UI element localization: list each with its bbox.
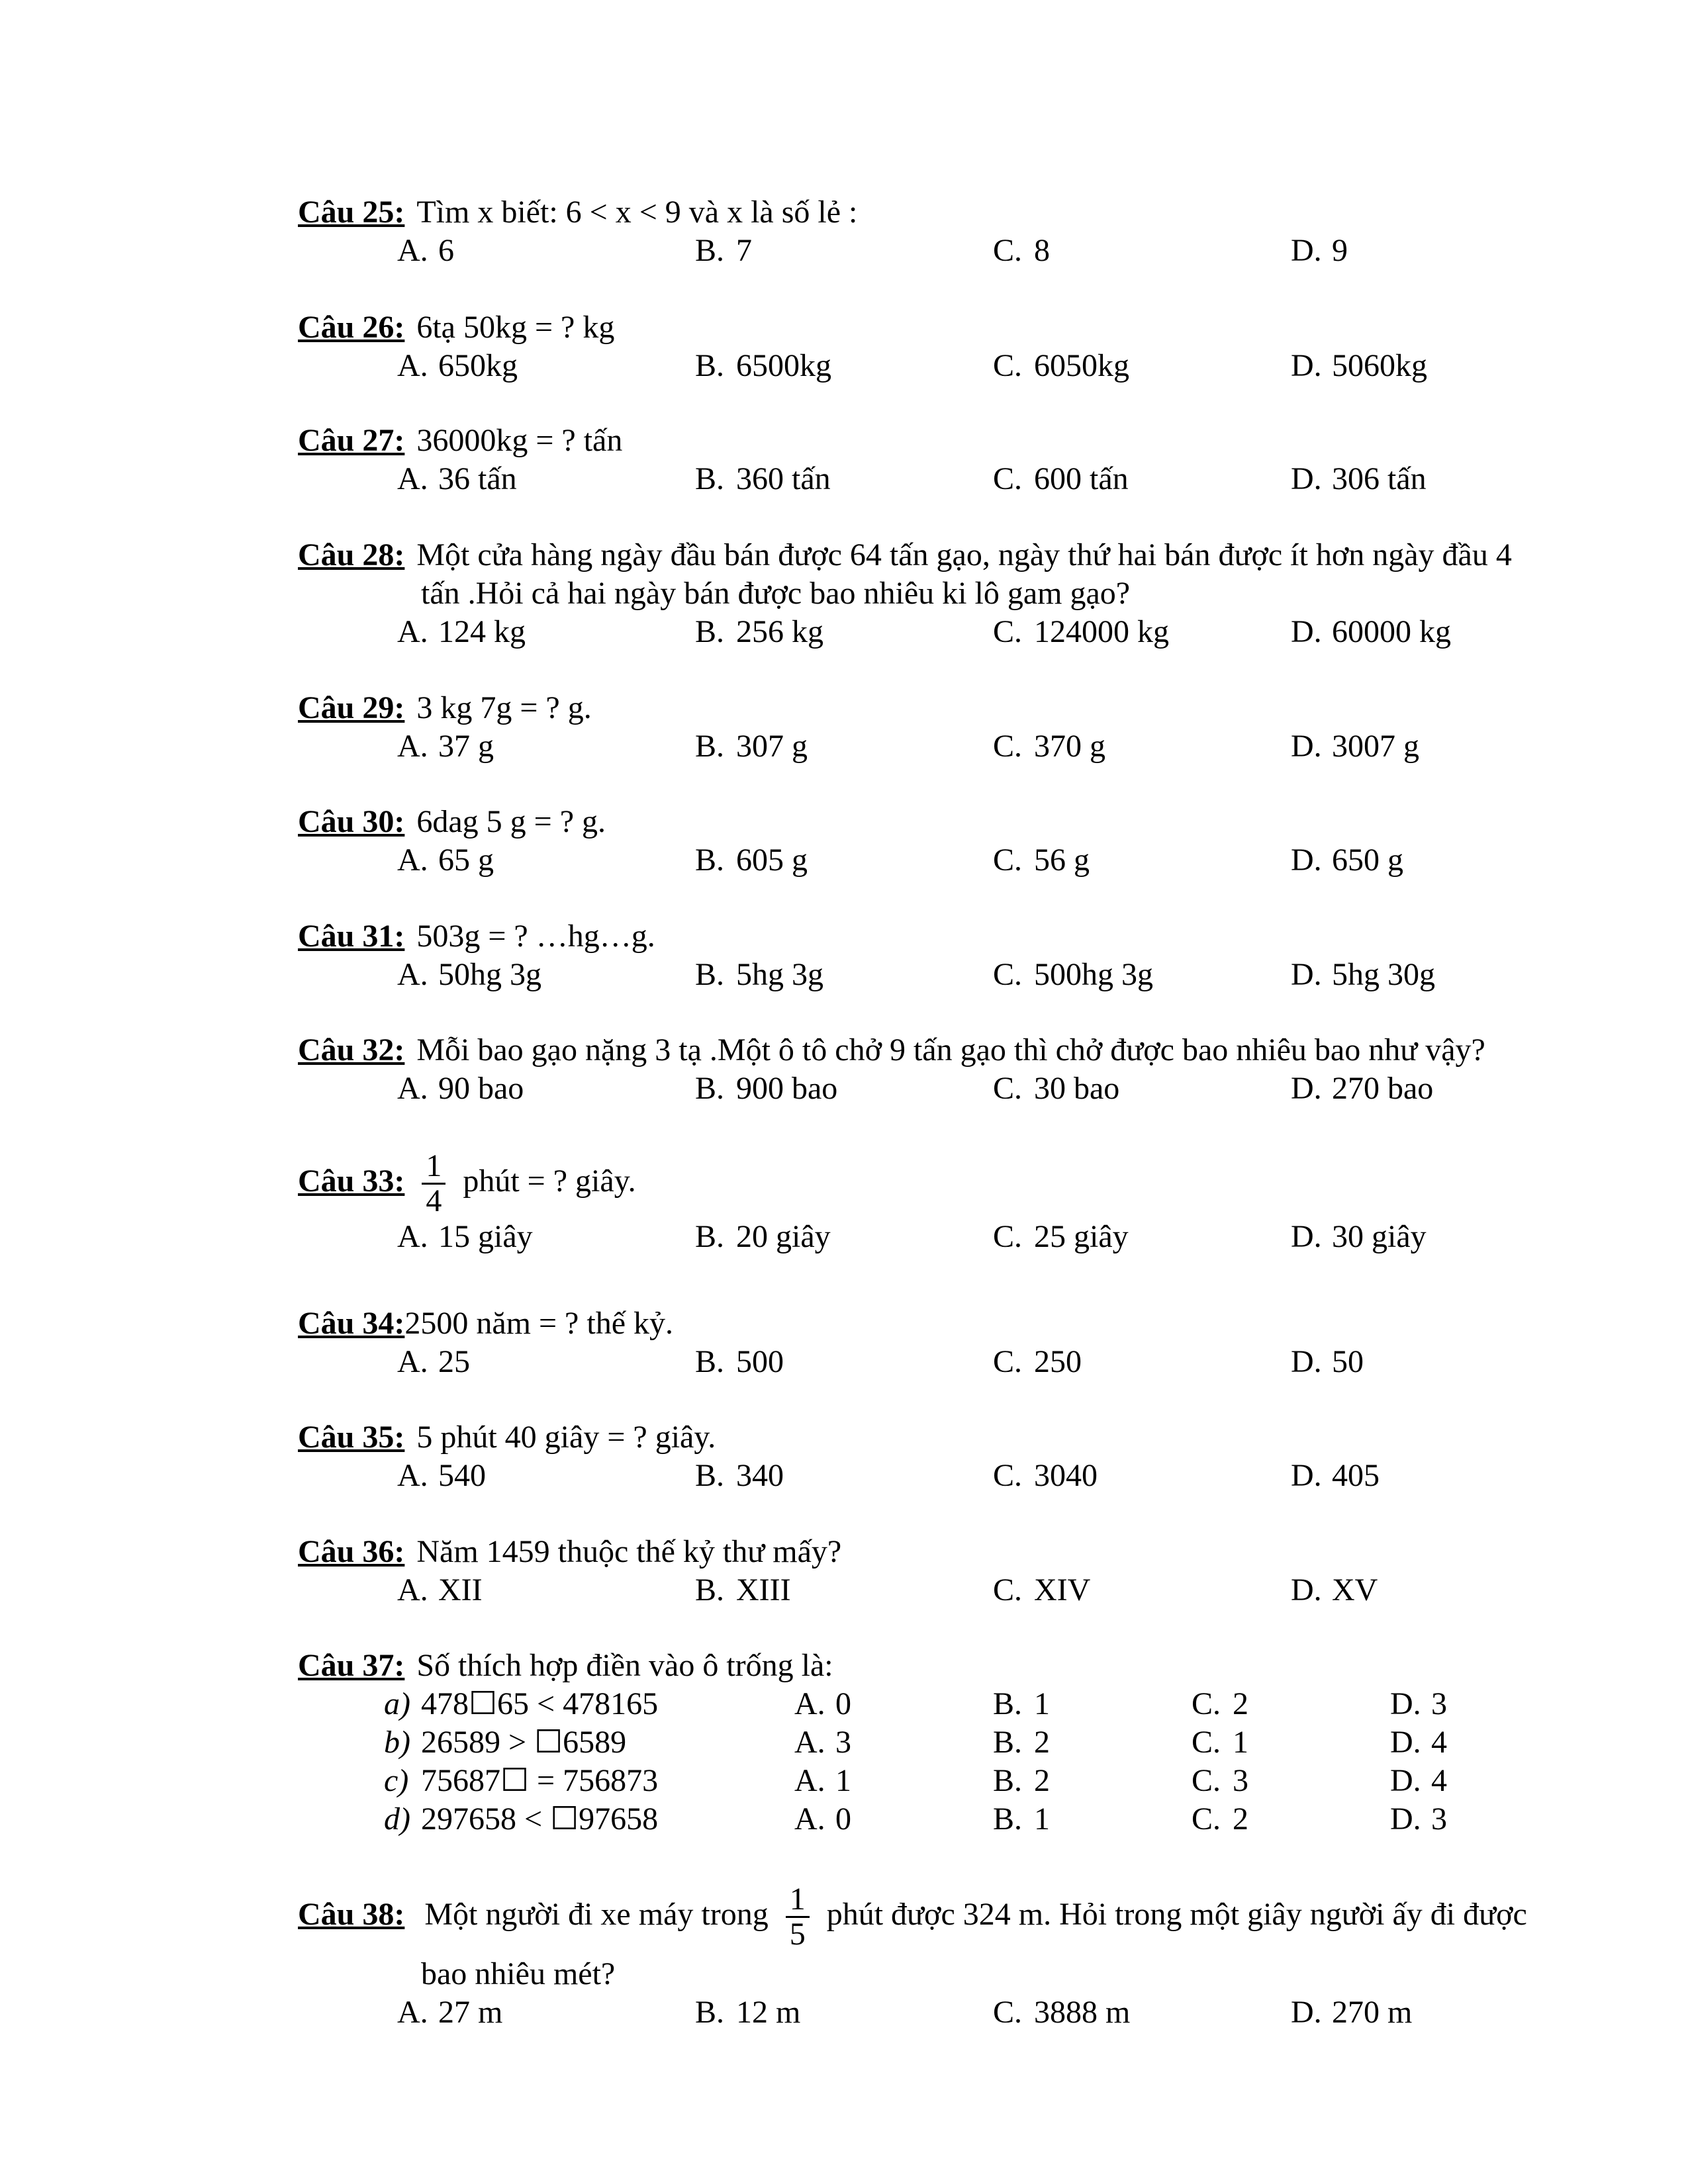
fraction-numerator: 1: [422, 1150, 445, 1185]
answer-options: [298, 956, 1556, 994]
answer-options: [298, 1993, 1556, 2032]
question-28: [298, 536, 1556, 651]
question-37: [298, 1647, 1556, 1839]
option-b: B. 7: [695, 233, 752, 268]
question-label: Câu 27:: [298, 423, 405, 458]
option-b: B. 605 g: [695, 842, 808, 878]
option-d: D. 60000 kg: [1291, 614, 1451, 649]
question-label: Câu 30:: [298, 804, 405, 839]
question-text: 6dag 5 g = ? g.: [416, 804, 606, 839]
answer-options: [298, 1069, 1556, 1108]
option-c: C. XIV: [993, 1572, 1091, 1608]
option-d: D. 3007 g: [1291, 729, 1419, 764]
option-c: C. 8: [993, 233, 1050, 268]
option-c: C. 600 tấn: [993, 461, 1129, 496]
answer-options: [298, 613, 1556, 651]
sub-question-c: c) 75687☐ = 756873 A. 1 B. 2 C. 3 D. 4: [384, 1763, 1447, 1798]
fraction-numerator: 1: [786, 1883, 810, 1918]
option-a: A. 540: [397, 1458, 486, 1493]
option-b: B. 256 kg: [695, 614, 823, 649]
option-c: C. 56 g: [993, 842, 1090, 878]
option-d: D. 270 m: [1291, 1995, 1413, 2030]
option-b: B. 307 g: [695, 729, 808, 764]
option-a: A. 37 g: [397, 729, 494, 764]
option-b: B. 340: [695, 1458, 784, 1493]
option-a: A. 124 kg: [397, 614, 526, 649]
option-a: A. 27 m: [397, 1995, 503, 2030]
option-a: A. 25: [397, 1344, 470, 1379]
question-text: 2500 năm = ? thế kỷ.: [404, 1306, 673, 1341]
question-label: Câu 26:: [298, 310, 405, 345]
option-b: B. 6500kg: [695, 348, 831, 383]
option-d: D. 650 g: [1291, 842, 1403, 878]
option-b: B. 12 m: [695, 1995, 801, 2030]
option-b: B. 500: [695, 1344, 784, 1379]
question-text: Tìm x biết: 6 < x < 9 và x là số lẻ :: [416, 195, 858, 230]
fraction: [786, 1883, 810, 1951]
question-text: phút = ? giây.: [463, 1163, 636, 1199]
option-a: A. 90 bao: [397, 1071, 524, 1106]
question-34: [298, 1304, 1556, 1381]
sub-question-d: d) 297658 < ☐97658 A. 0 B. 1 C. 2 D. 3: [384, 1801, 1447, 1837]
question-label: Câu 37:: [298, 1648, 405, 1683]
option-d: D. 5060kg: [1291, 348, 1427, 383]
option-d: D. 30 giây: [1291, 1219, 1427, 1254]
option-a: A. 650kg: [397, 348, 518, 383]
option-a: A. 65 g: [397, 842, 494, 878]
question-label: Câu 29:: [298, 690, 405, 725]
question-text: 6tạ 50kg = ? kg: [416, 310, 615, 345]
option-c: C. 3040: [993, 1458, 1098, 1493]
option-b: B. 900 bao: [695, 1071, 838, 1106]
option-c: C. 500hg 3g: [993, 957, 1153, 992]
question-25: [298, 193, 1556, 270]
option-d: D. 405: [1291, 1458, 1380, 1493]
fraction-denominator: 5: [789, 1917, 806, 1952]
option-d: D. 270 bao: [1291, 1071, 1434, 1106]
question-label: Câu 25:: [298, 195, 405, 230]
answer-options: [298, 1571, 1556, 1610]
option-c: C. 3888 m: [993, 1995, 1131, 2030]
option-c: C. 25 giây: [993, 1219, 1129, 1254]
question-text: Năm 1459 thuộc thế kỷ thư mấy?: [416, 1534, 842, 1569]
question-33: [298, 1145, 1556, 1256]
question-35: [298, 1418, 1556, 1495]
answer-options: [298, 841, 1556, 880]
question-text: Một cửa hàng ngày đầu bán được 64 tấn gạo, ngày thứ hai bán được ít hơn ngày đầu 4: [416, 537, 1512, 572]
question-38: [298, 1878, 1556, 2032]
option-d: D. 5hg 30g: [1291, 957, 1435, 992]
question-text: 5 phút 40 giây = ? giây.: [416, 1420, 716, 1455]
option-d: D. 50: [1291, 1344, 1364, 1379]
answer-options: [298, 460, 1556, 498]
question-30: [298, 803, 1556, 880]
option-c: C. 30 bao: [993, 1071, 1120, 1106]
question-label: Câu 28:: [298, 537, 405, 572]
question-label: Câu 38:: [298, 1897, 405, 1932]
option-a: A. 15 giây: [397, 1219, 533, 1254]
option-b: B. 20 giây: [695, 1219, 831, 1254]
question-text: 36000kg = ? tấn: [416, 423, 623, 458]
option-b: B. 5hg 3g: [695, 957, 823, 992]
option-a: A. XII: [397, 1572, 483, 1608]
option-c: C. 124000 kg: [993, 614, 1169, 649]
sub-question-a: a) 478☐65 < 478165 A. 0 B. 1 C. 2 D. 3: [384, 1686, 1447, 1721]
option-b: B. 360 tấn: [695, 461, 831, 496]
option-c: C. 6050kg: [993, 348, 1129, 383]
fraction: [422, 1150, 445, 1218]
option-d: D. 306 tấn: [1291, 461, 1427, 496]
option-b: B. XIII: [695, 1572, 791, 1608]
question-text: 503g = ? …hg…g.: [416, 919, 655, 954]
question-label: Câu 35:: [298, 1420, 405, 1455]
answer-options: [298, 347, 1556, 385]
option-d: D. XV: [1291, 1572, 1378, 1608]
option-d: D. 9: [1291, 233, 1348, 268]
option-c: C. 250: [993, 1344, 1082, 1379]
question-29: [298, 689, 1556, 766]
question-label: Câu 32:: [298, 1032, 405, 1068]
answer-options: [298, 1457, 1556, 1495]
option-a: A. 50hg 3g: [397, 957, 541, 992]
question-text: Mỗi bao gạo nặng 3 tạ .Một ô tô chở 9 tấn gạo thì chở được bao nhiêu bao như vậy?: [416, 1032, 1485, 1068]
question-text-continued: tấn .Hỏi cả hai ngày bán được bao nhiêu ki lô gam gạo?: [421, 576, 1131, 611]
question-text: Số thích hợp điền vào ô trống là:: [416, 1648, 833, 1683]
question-label: Câu 36:: [298, 1534, 405, 1569]
question-text-continued: bao nhiêu mét?: [421, 1956, 616, 1991]
question-text-after-fraction: phút được 324 m. Hỏi trong một giây người ấy đi được: [826, 1897, 1527, 1932]
question-text: Một người đi xe máy trong: [424, 1897, 769, 1932]
sub-question-b: b) 26589 > ☐6589 A. 3 B. 2 C. 1 D. 4: [384, 1725, 1447, 1760]
option-a: A. 6: [397, 233, 454, 268]
answer-options: [298, 232, 1556, 270]
question-text: 3 kg 7g = ? g.: [416, 690, 592, 725]
answer-options: [298, 727, 1556, 766]
option-c: C. 370 g: [993, 729, 1105, 764]
question-32: [298, 1031, 1556, 1108]
answer-options: [298, 1218, 1556, 1256]
question-36: [298, 1533, 1556, 1610]
question-31: [298, 917, 1556, 994]
answer-options: [298, 1343, 1556, 1381]
option-a: A. 36 tấn: [397, 461, 517, 496]
question-label: Câu 34:: [298, 1306, 405, 1341]
fraction-denominator: 4: [426, 1183, 442, 1219]
question-label: Câu 31:: [298, 919, 405, 954]
question-label: Câu 33:: [298, 1163, 405, 1199]
question-27: [298, 422, 1556, 498]
question-26: [298, 308, 1556, 385]
